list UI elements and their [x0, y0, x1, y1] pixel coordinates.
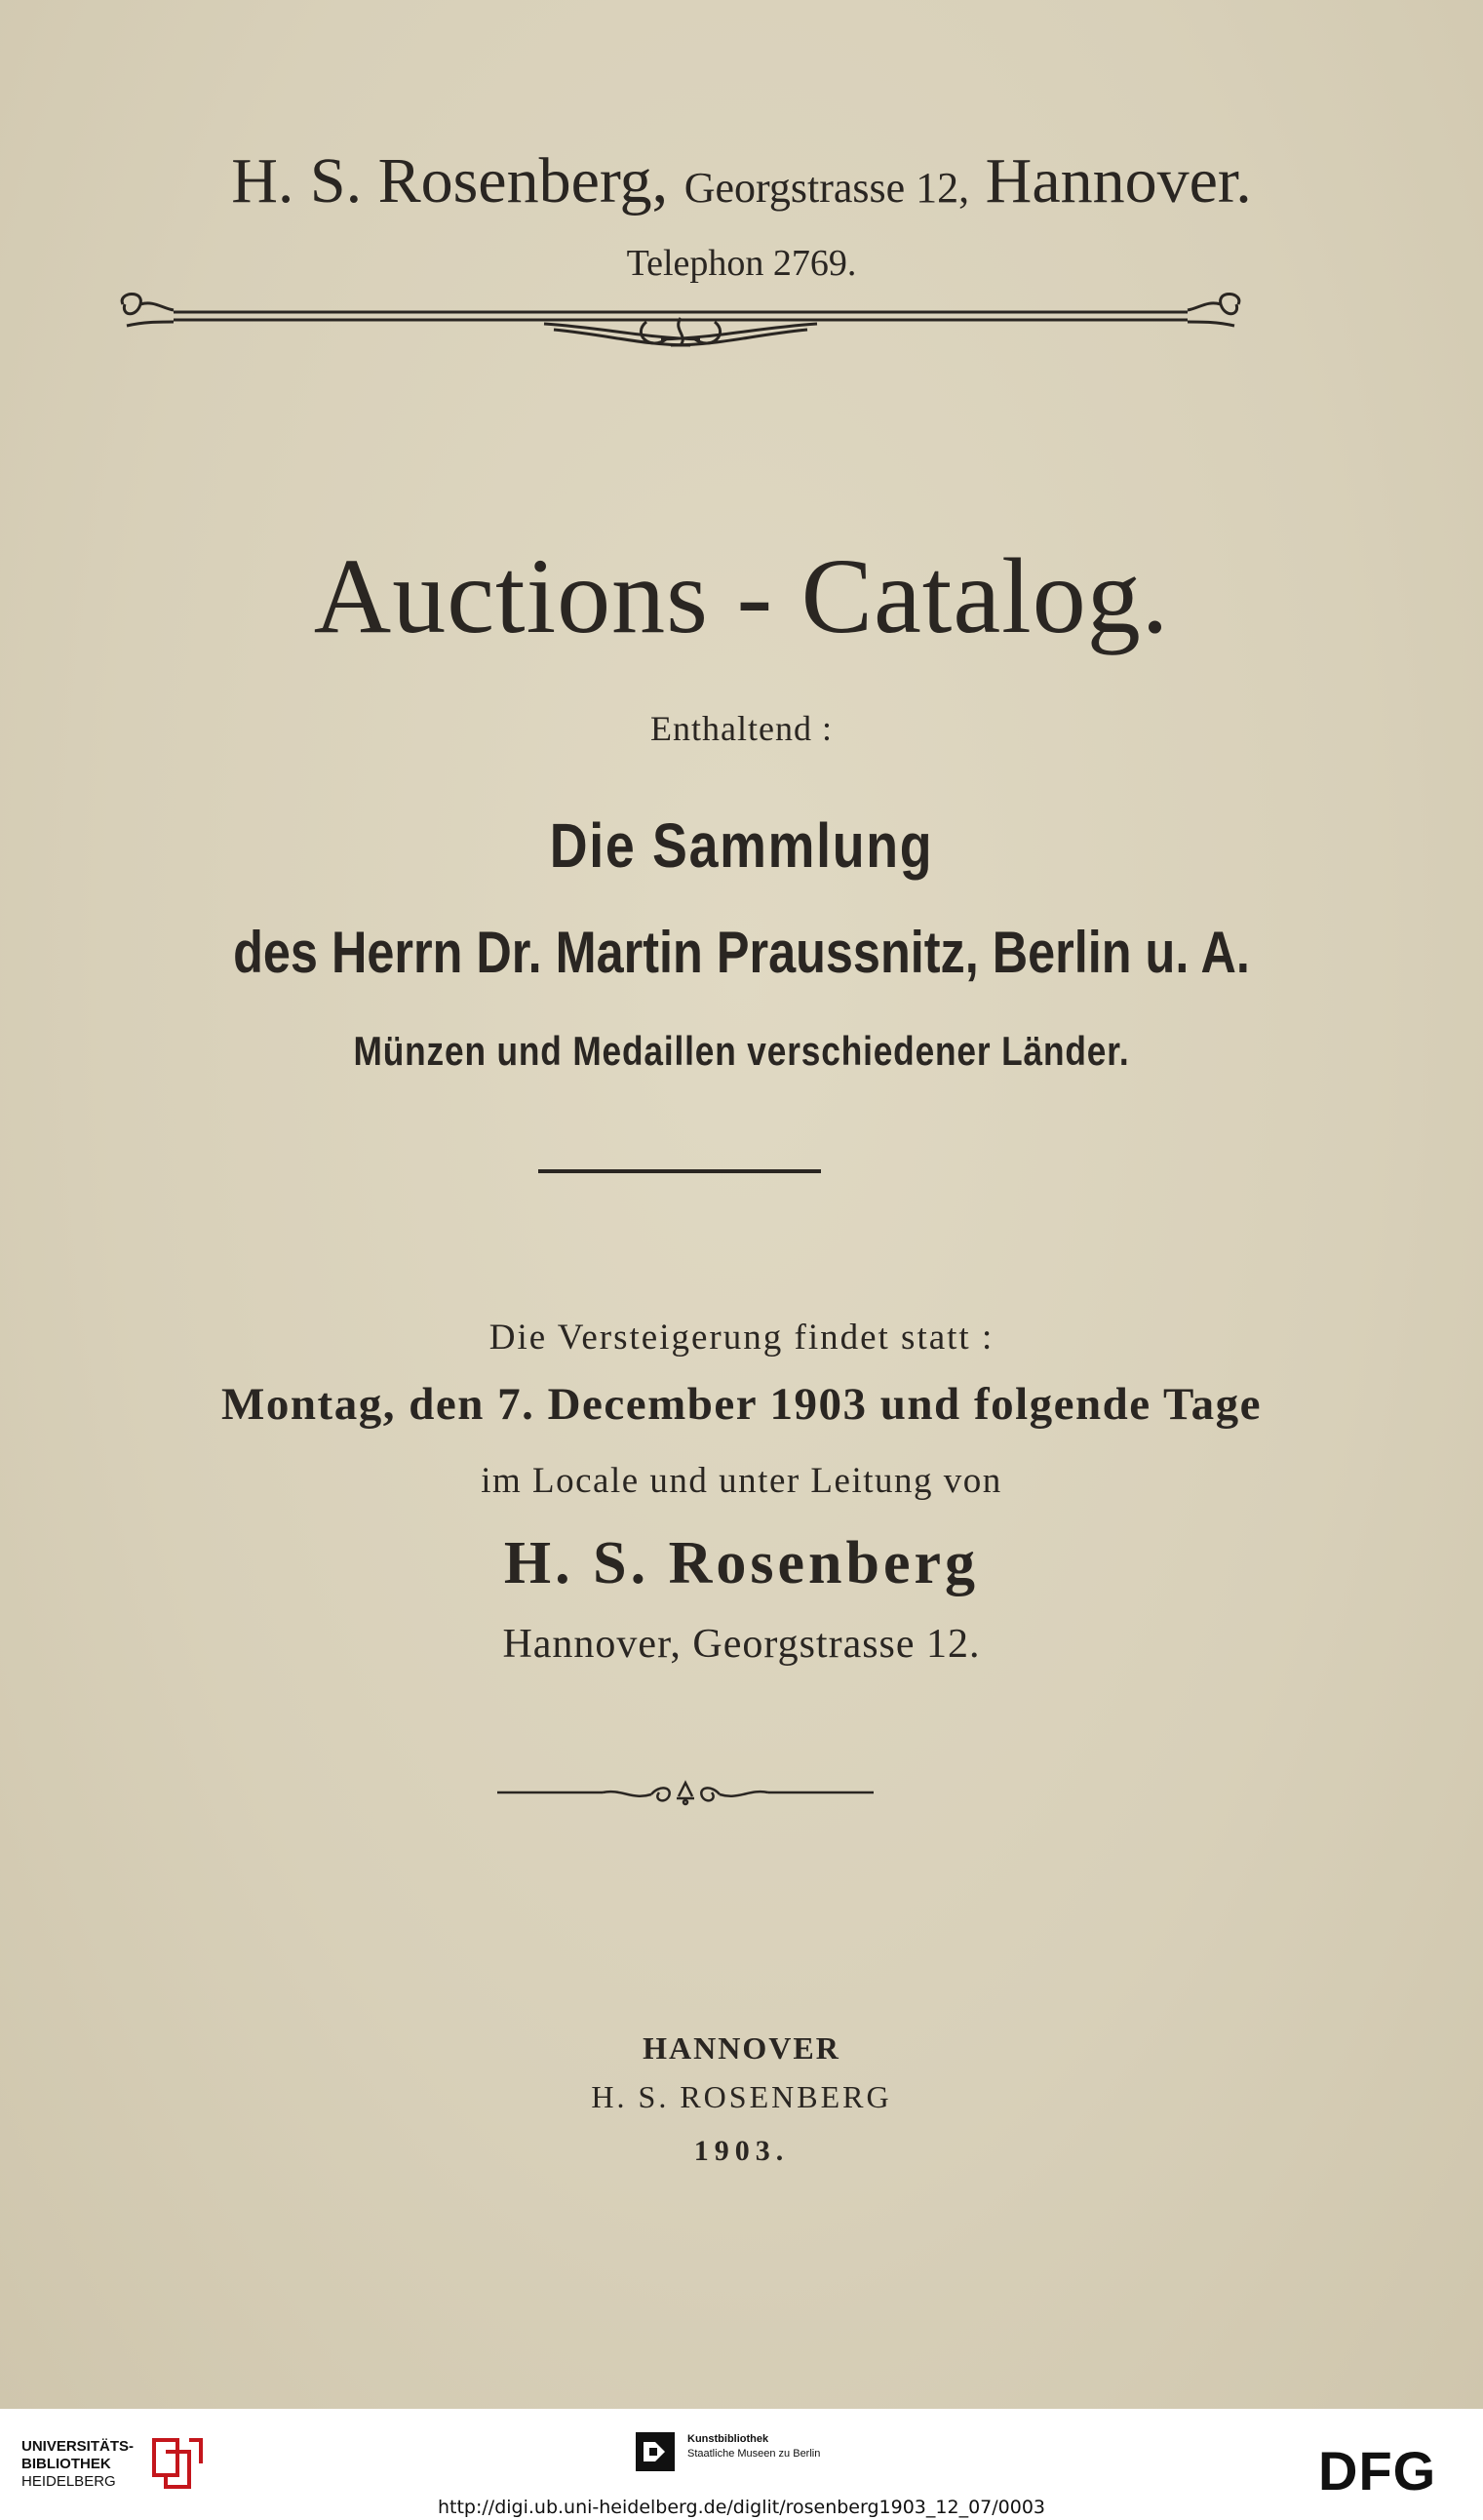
collection-heading: Die Sammlung [549, 810, 934, 881]
digitization-footer [0, 2409, 1483, 2520]
ornamental-border-rule [115, 283, 1246, 371]
kunstbibliothek-label[interactable] [687, 2432, 820, 2461]
collection-owner: des Herrn Dr. Martin Praussnitz, Berlin u. A. [233, 920, 1250, 985]
header-street: Georgstrasse 12, [683, 164, 970, 212]
catalog-title: Auctions - Catalog. [313, 536, 1170, 655]
ub-line-3: HEIDELBERG [21, 2473, 116, 2490]
catalog-subtitle: Enthaltend : [650, 709, 833, 748]
imprint-year: 1903. [693, 2135, 790, 2167]
kb-line-1: Kunstbibliothek [687, 2433, 769, 2445]
header-city: Hannover. [985, 145, 1252, 217]
permalink-url[interactable]: http://digi.ub.uni-heidelberg.de/diglit/rosenberg1903_12_07/0003 [437, 2497, 1045, 2518]
auctioneer-address: Hannover, Georgstrasse 12. [502, 1622, 981, 1667]
auction-location: im Locale und unter Leitung von [481, 1461, 1002, 1501]
imprint-city: HANNOVER [643, 2030, 840, 2066]
ub-heidelberg-label[interactable] [21, 2438, 134, 2491]
kunstbibliothek-logo-icon[interactable] [632, 2428, 679, 2475]
kb-line-2: Staatliche Museen zu Berlin [687, 2448, 821, 2460]
ornament-flourish [495, 1773, 876, 1812]
header-firm: H. S. Rosenberg, [231, 145, 669, 217]
auctioneer-name: H. S. Rosenberg [503, 1530, 980, 1596]
ub-line-1: UNIVERSITÄTS- [21, 2438, 135, 2455]
divider-rule [538, 1169, 821, 1173]
auction-intro: Die Versteigerung findet statt : [488, 1318, 995, 1358]
header-phone: Telephon 2769. [626, 243, 857, 284]
header-line [0, 144, 1483, 218]
imprint-publisher: H. S. ROSENBERG [591, 2079, 892, 2114]
ub-line-2: BIBLIOTHEK [21, 2456, 111, 2472]
collection-description: Münzen und Medaillen verschiedener Länder. [353, 1028, 1130, 1074]
dfg-logo[interactable]: DFG [1318, 2440, 1437, 2501]
ub-heidelberg-logo-icon[interactable] [146, 2432, 209, 2495]
auction-date: Montag, den 7. December 1903 und folgende Tage [221, 1379, 1262, 1430]
